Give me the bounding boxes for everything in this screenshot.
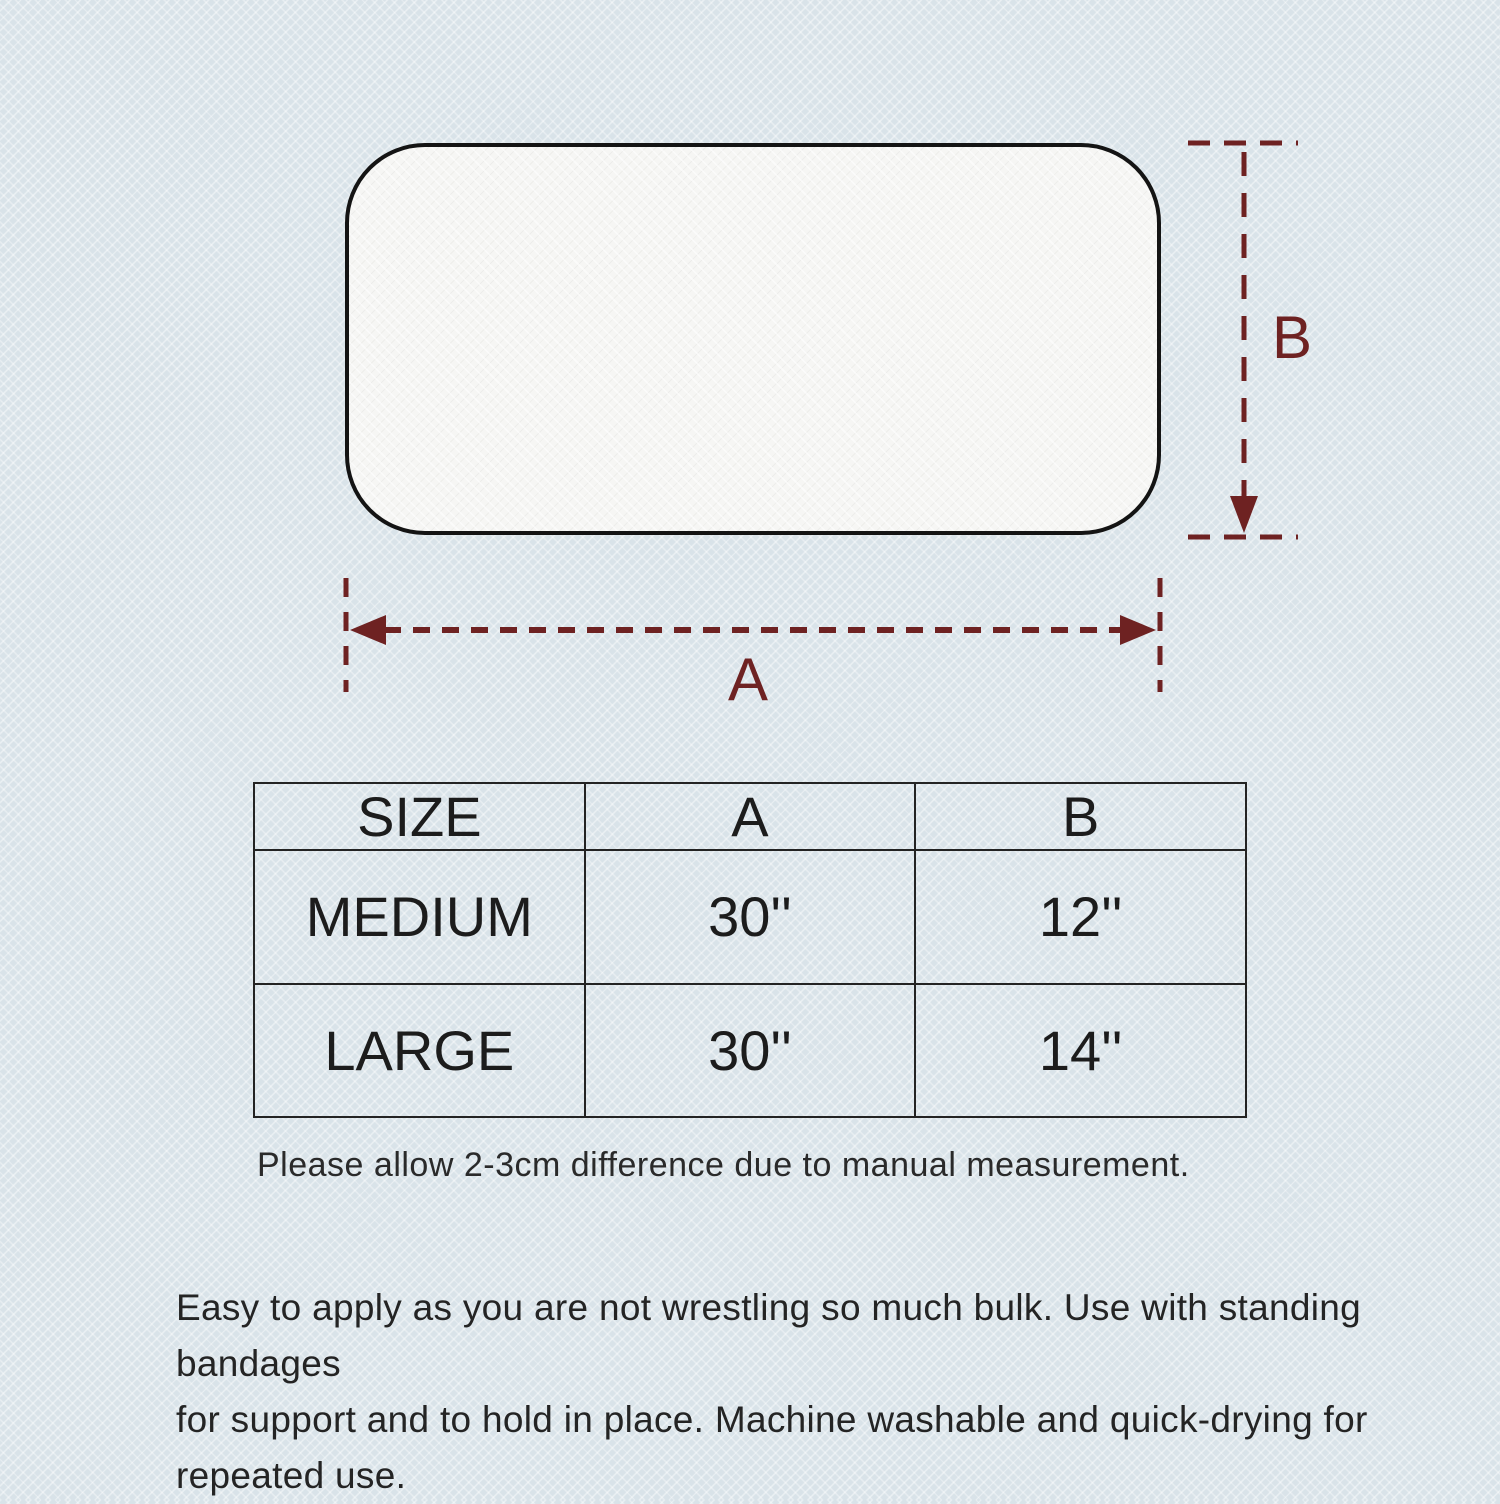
dimension-label-b: B bbox=[1272, 304, 1313, 371]
product-pad-outline bbox=[345, 143, 1161, 535]
product-description bbox=[176, 1280, 1500, 1504]
size-table-header-b: B bbox=[915, 783, 1246, 850]
size-table-header-size: SIZE bbox=[254, 783, 585, 850]
measurement-note: Please allow 2-3cm difference due to manual measurement. bbox=[257, 1146, 1190, 1184]
a-arrowhead-left-icon bbox=[350, 615, 386, 645]
cell-medium-b: 12'' bbox=[915, 850, 1246, 984]
cell-large-a: 30'' bbox=[585, 984, 916, 1118]
a-arrowhead-right-icon bbox=[1120, 615, 1156, 645]
cell-large-b: 14'' bbox=[915, 984, 1246, 1118]
size-table-row-medium bbox=[254, 850, 1246, 984]
description-line-3: repeated use. bbox=[176, 1455, 407, 1496]
cell-large-size: LARGE bbox=[254, 984, 585, 1118]
size-table-header-a: A bbox=[585, 783, 916, 850]
size-table-header-row bbox=[254, 783, 1246, 850]
b-arrowhead-down-icon bbox=[1230, 496, 1258, 533]
cell-medium-size: MEDIUM bbox=[254, 850, 585, 984]
size-table-row-large bbox=[254, 984, 1246, 1118]
size-table bbox=[253, 782, 1247, 1118]
dimension-label-a: A bbox=[728, 646, 769, 713]
cell-medium-a: 30'' bbox=[585, 850, 916, 984]
description-line-2: for support and to hold in place. Machine washable and quick-drying for bbox=[176, 1399, 1368, 1440]
description-line-1: Easy to apply as you are not wrestling so much bulk. Use with standing bandages bbox=[176, 1287, 1362, 1384]
